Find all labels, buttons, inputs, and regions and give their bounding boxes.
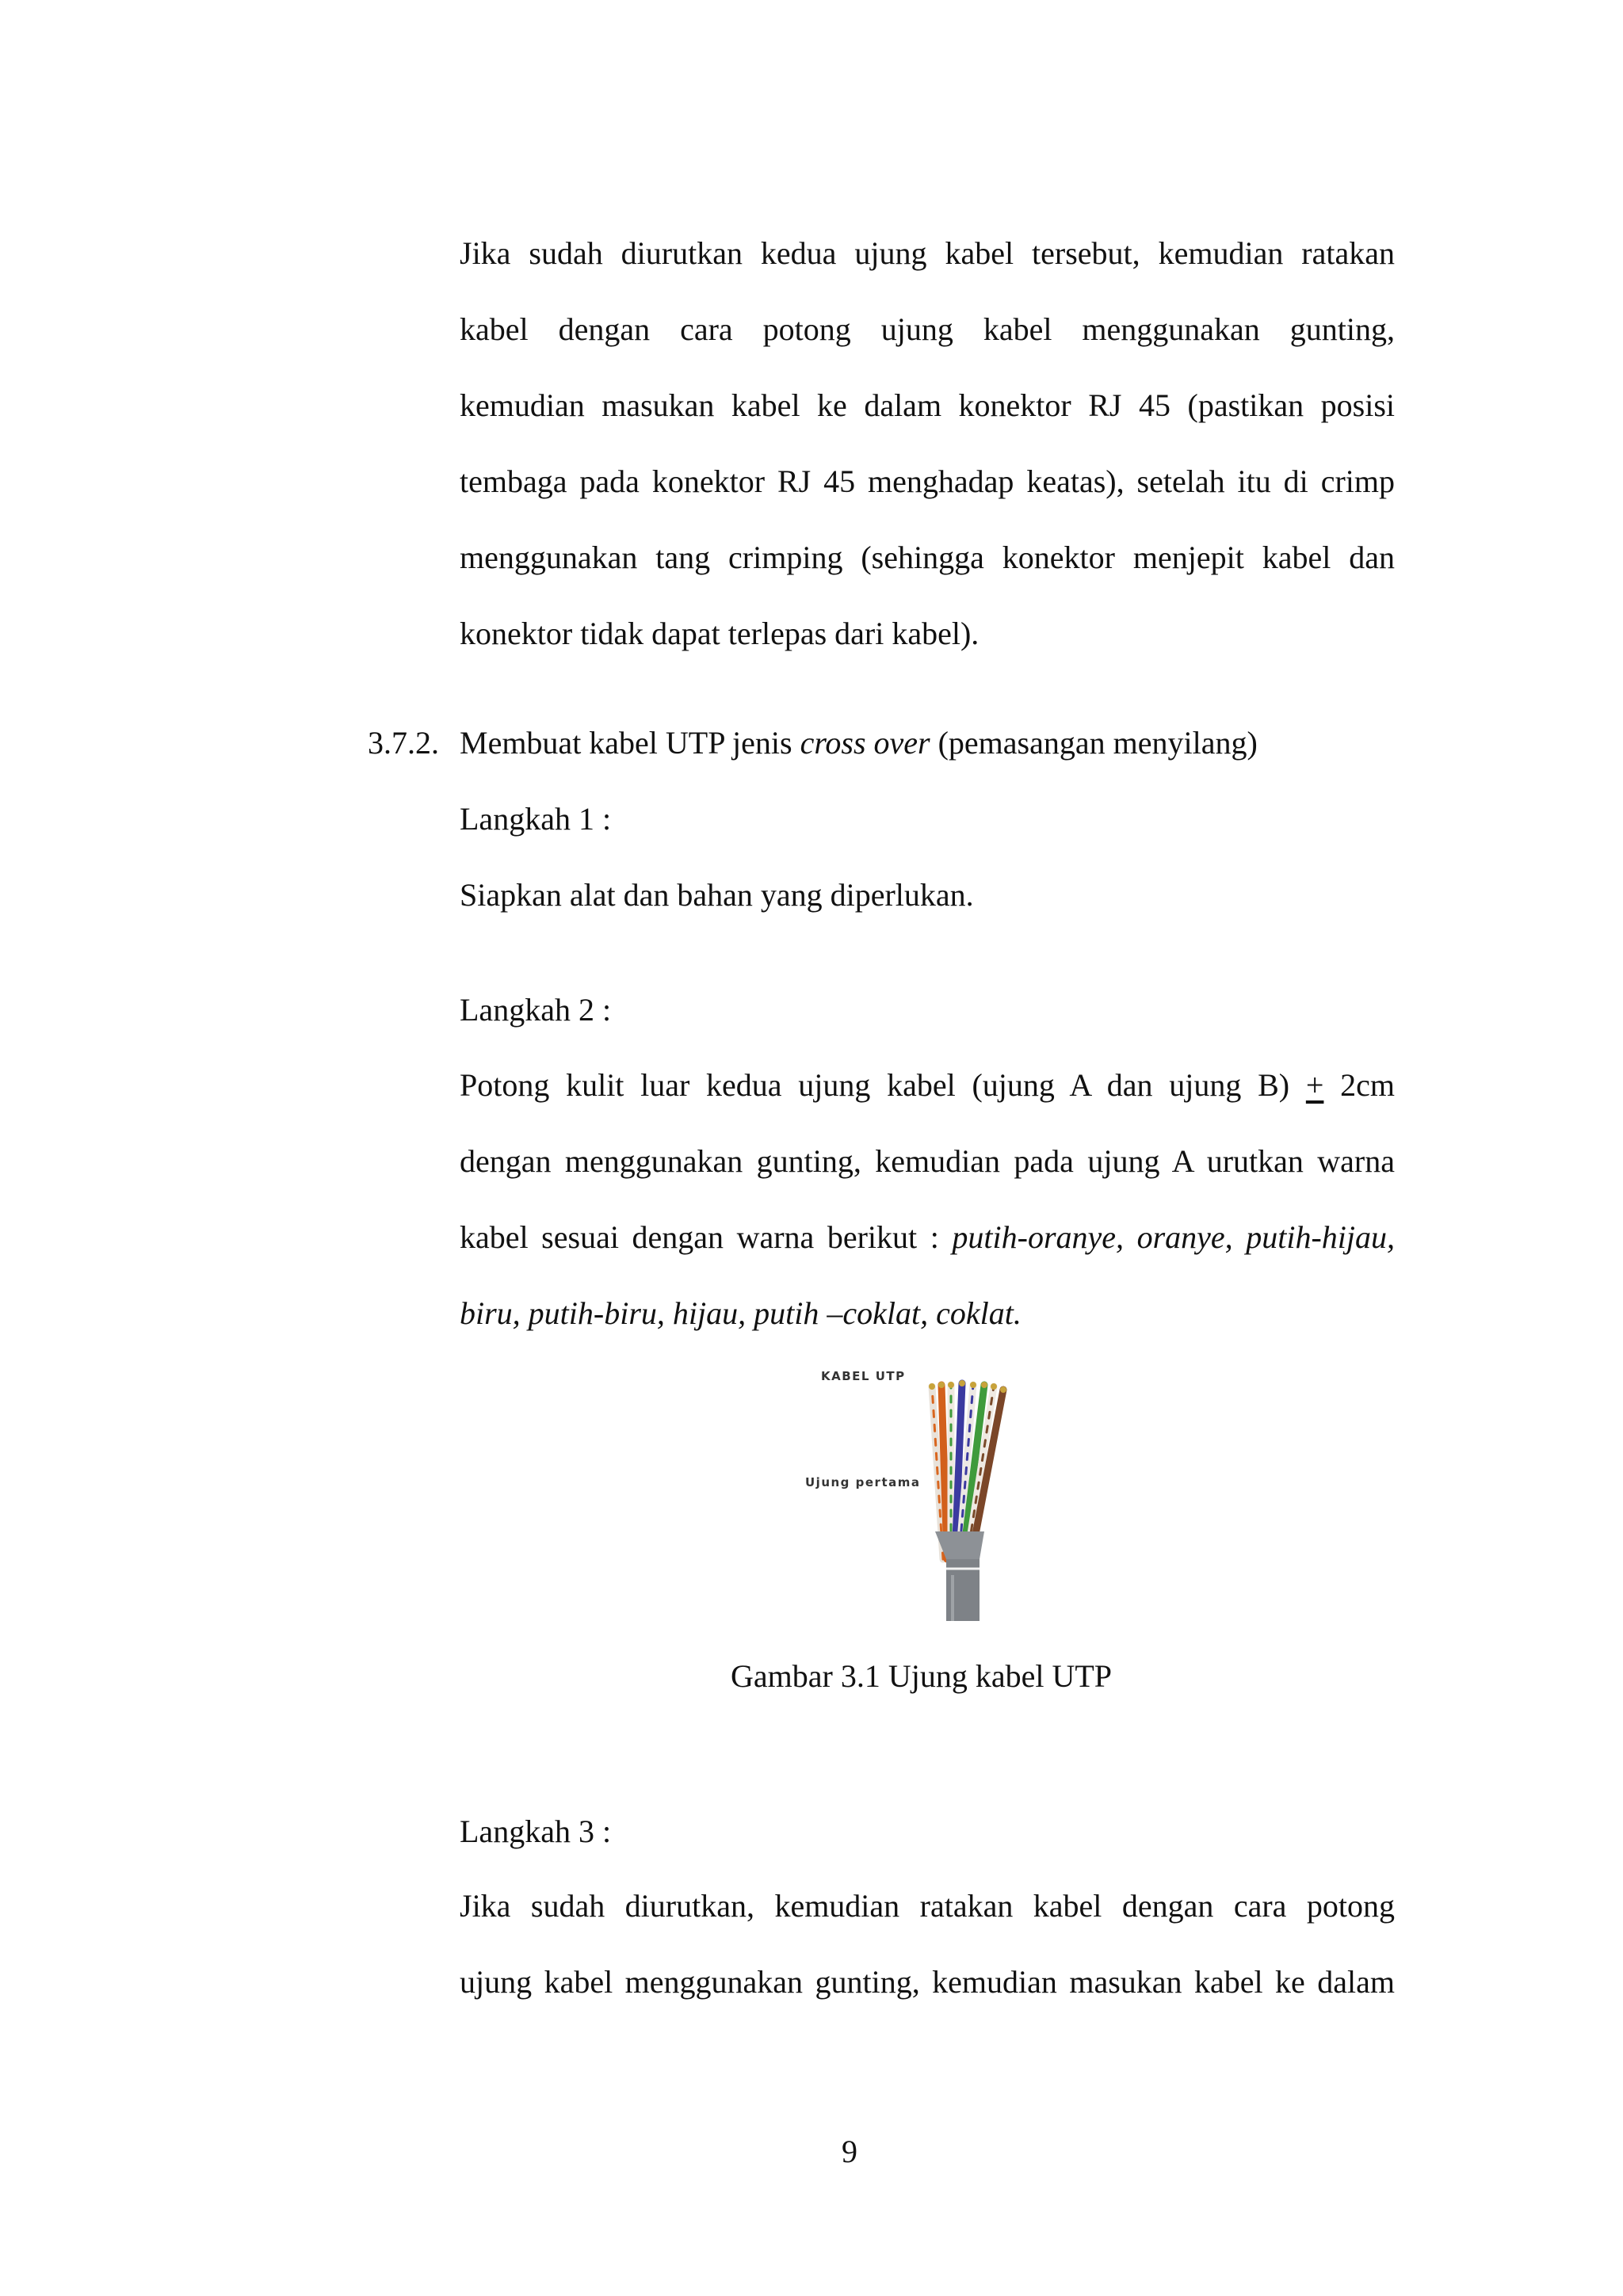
paragraph-line: Potong kulit luar kedua ujung kabel (ujung A dan ujung B) + 2cm <box>460 1067 1395 1103</box>
step1-label: Langkah 1 : <box>460 801 612 837</box>
paragraph-line: konektor tidak dapat terlepas dari kabel). <box>460 616 980 651</box>
utp-cable-image <box>800 1361 1070 1623</box>
paragraph-line: menggunakan tang crimping (sehingga konektor menjepit kabel dan <box>460 540 1395 575</box>
section-number: 3.7.2. <box>368 725 439 761</box>
figure-caption: Gambar 3.1 Ujung kabel UTP <box>731 1658 1113 1694</box>
section-title: Membuat kabel UTP jenis cross over (pemasangan menyilang) <box>460 725 1258 761</box>
paragraph-line: tembaga pada konektor RJ 45 menghadap keatas), setelah itu di crimp <box>460 463 1395 499</box>
figure-label-top: KABEL UTP <box>821 1369 906 1383</box>
paragraph-rj45-crimp <box>460 215 1395 672</box>
step3-paragraph <box>460 1868 1395 2020</box>
paragraph-line: Jika sudah diurutkan kedua ujung kabel tersebut, kemudian ratakan <box>460 235 1395 271</box>
paragraph-line: kabel sesuai dengan warna berikut : putih-oranye, oranye, putih-hijau, <box>460 1219 1395 1255</box>
step2-paragraph <box>460 1047 1395 1352</box>
figure-label-side: Ujung pertama <box>805 1475 921 1489</box>
paragraph-line: ujung kabel menggunakan gunting, kemudian masukan kabel ke dalam <box>460 1964 1395 2000</box>
paragraph-line: dengan menggunakan gunting, kemudian pada ujung A urutkan warna <box>460 1143 1395 1179</box>
utp-cable-figure <box>800 1361 1070 1623</box>
page-number: 9 <box>842 2134 857 2169</box>
paragraph-line: kabel dengan cara potong ujung kabel menggunakan gunting, <box>460 311 1395 347</box>
paragraph-line: biru, putih-biru, hijau, putih –coklat, coklat. <box>460 1295 1022 1331</box>
paragraph-line: kemudian masukan kabel ke dalam konektor RJ 45 (pastikan posisi <box>460 387 1395 423</box>
section-title-italic: cross over <box>800 725 930 761</box>
step2-label: Langkah 2 : <box>460 992 612 1028</box>
paragraph-line: Jika sudah diurutkan, kemudian ratakan kabel dengan cara potong <box>460 1888 1395 1924</box>
plus-minus-sign: + <box>1305 1067 1324 1103</box>
step1-text: Siapkan alat dan bahan yang diperlukan. <box>460 877 974 913</box>
step3-label: Langkah 3 : <box>460 1814 612 1849</box>
